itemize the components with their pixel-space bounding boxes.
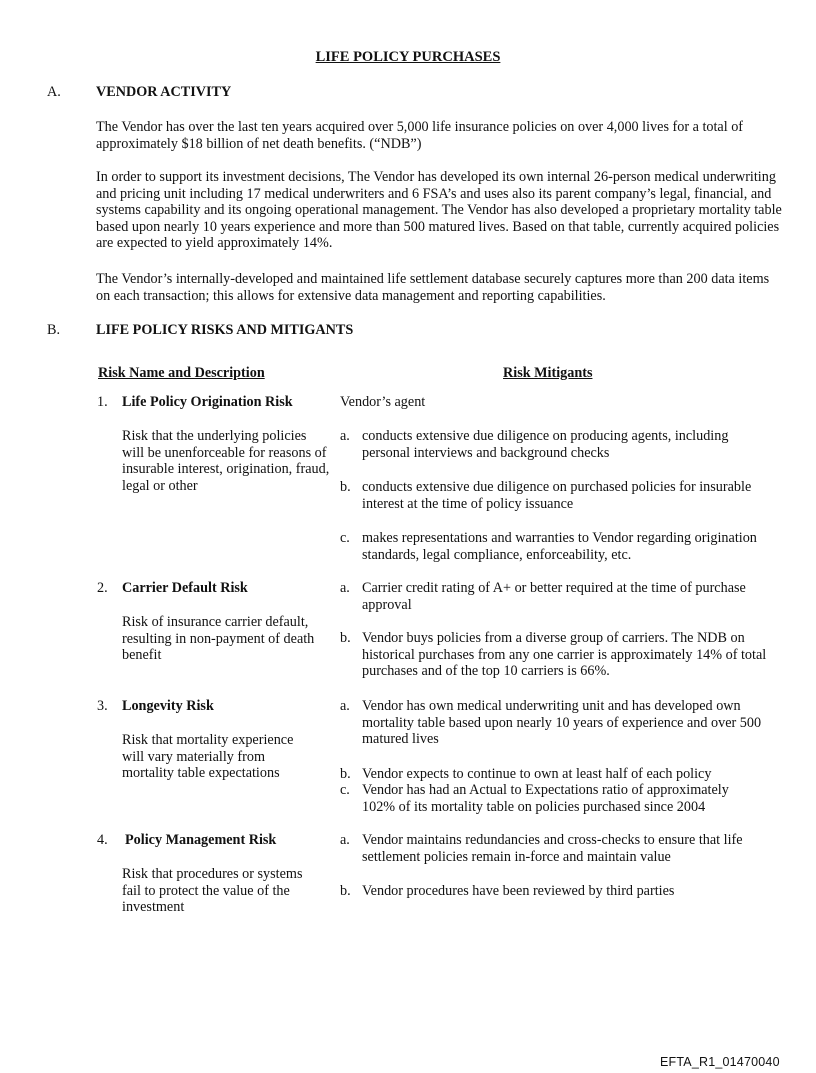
mitigant-letter: b. xyxy=(340,479,351,495)
mitigant-letter: b. xyxy=(340,883,351,899)
risk-name: Life Policy Origination Risk xyxy=(122,394,293,410)
risk-description: Risk of insurance carrier default, resulting in non-payment of death benefit xyxy=(122,614,315,663)
mitigant-text: Vendor expects to continue to own at least half of each policy xyxy=(362,766,712,782)
risk-description: Risk that the underlying policies will be unenforceable for reasons of insurable interest, origination, fraud, legal or other xyxy=(122,428,330,494)
mitigant-text: makes representations and warranties to Vendor regarding origination standards, legal compliance, enforceability, etc. xyxy=(362,530,757,563)
mitigant-text: Vendor maintains redundancies and cross-checks to ensure that life settlement policies remain in-force and maintain value xyxy=(362,832,743,865)
mitigant-text: Carrier credit rating of A+ or better required at the time of purchase approval xyxy=(362,580,746,613)
risk-number: 4. xyxy=(97,832,108,848)
mitigant-text: Vendor has had an Actual to Expectations ratio of approximately 102% of its mortality table on policies purchased since 2004 xyxy=(362,782,729,815)
risk-mitigants-column-header: Risk Mitigants xyxy=(503,365,593,381)
risk-number: 1. xyxy=(97,394,108,410)
risk-description: Risk that mortality experience will vary materially from mortality table expectations xyxy=(122,732,294,781)
vendor-activity-paragraph-1: The Vendor has over the last ten years acquired over 5,000 life insurance policies on over 4,000 lives for a total of approximately $18 billion of net death benefits. (“NDB”) xyxy=(96,119,744,152)
risk-name: Policy Management Risk xyxy=(125,832,277,848)
vendor-activity-paragraph-2: In order to support its investment decisions, The Vendor has developed its own internal 26-person medical underwriting and pricing unit including 17 medical underwriters and 6 FSA’s and uses also its parent company’s legal, financial, and systems capability and its ongoing operational management. The Vendor has also developed a proprietary mortality table based upon nearly 10 years experience and more than 500 matured lives. Based on that table, currently acquired policies are expected to yield approximately 14%. xyxy=(96,169,782,251)
mitigant-letter: a. xyxy=(340,698,350,714)
mitigant-text: Vendor buys policies from a diverse group of carriers. The NDB on historical purchases from any one carrier is approximately 14% of total purchases and of the top 10 carriers is 66%. xyxy=(362,630,767,679)
section-a-heading: VENDOR ACTIVITY xyxy=(96,84,232,100)
mitigant-letter: c. xyxy=(340,782,350,798)
section-a-letter: A. xyxy=(47,84,61,100)
mitigant-letter: a. xyxy=(340,832,350,848)
risk-name: Carrier Default Risk xyxy=(122,580,248,596)
mitigant-text: conducts extensive due diligence on producing agents, including personal interviews and background checks xyxy=(362,428,729,461)
mitigant-intro: Vendor’s agent xyxy=(340,394,426,410)
document-id-footer: EFTA_R1_01470040 xyxy=(660,1055,780,1069)
vendor-activity-paragraph-3: The Vendor’s internally-developed and maintained life settlement database securely captures more than 200 data items on each transaction; this allows for extensive data management and reporting capabilities. xyxy=(96,271,770,304)
mitigant-text: conducts extensive due diligence on purchased policies for insurable interest at the time of policy issuance xyxy=(362,479,752,512)
mitigant-letter: a. xyxy=(340,428,350,444)
section-b-heading: LIFE POLICY RISKS AND MITIGANTS xyxy=(96,322,354,338)
mitigant-text: Vendor has own medical underwriting unit and has developed own mortality table based upon nearly 10 years of experience and over 500 matured lives xyxy=(362,698,762,747)
risk-name-column-header: Risk Name and Description xyxy=(98,365,265,381)
risk-number: 2. xyxy=(97,580,108,596)
section-b-letter: B. xyxy=(47,322,61,338)
mitigant-letter: b. xyxy=(340,766,351,782)
mitigant-letter: c. xyxy=(340,530,350,546)
mitigant-text: Vendor procedures have been reviewed by third parties xyxy=(362,883,675,899)
page-title: LIFE POLICY PURCHASES xyxy=(315,49,501,65)
mitigant-letter: b. xyxy=(340,630,351,646)
risk-description: Risk that procedures or systems fail to protect the value of the investment xyxy=(122,866,303,915)
risk-number: 3. xyxy=(97,698,108,714)
mitigant-letter: a. xyxy=(340,580,350,596)
risk-name: Longevity Risk xyxy=(122,698,214,714)
